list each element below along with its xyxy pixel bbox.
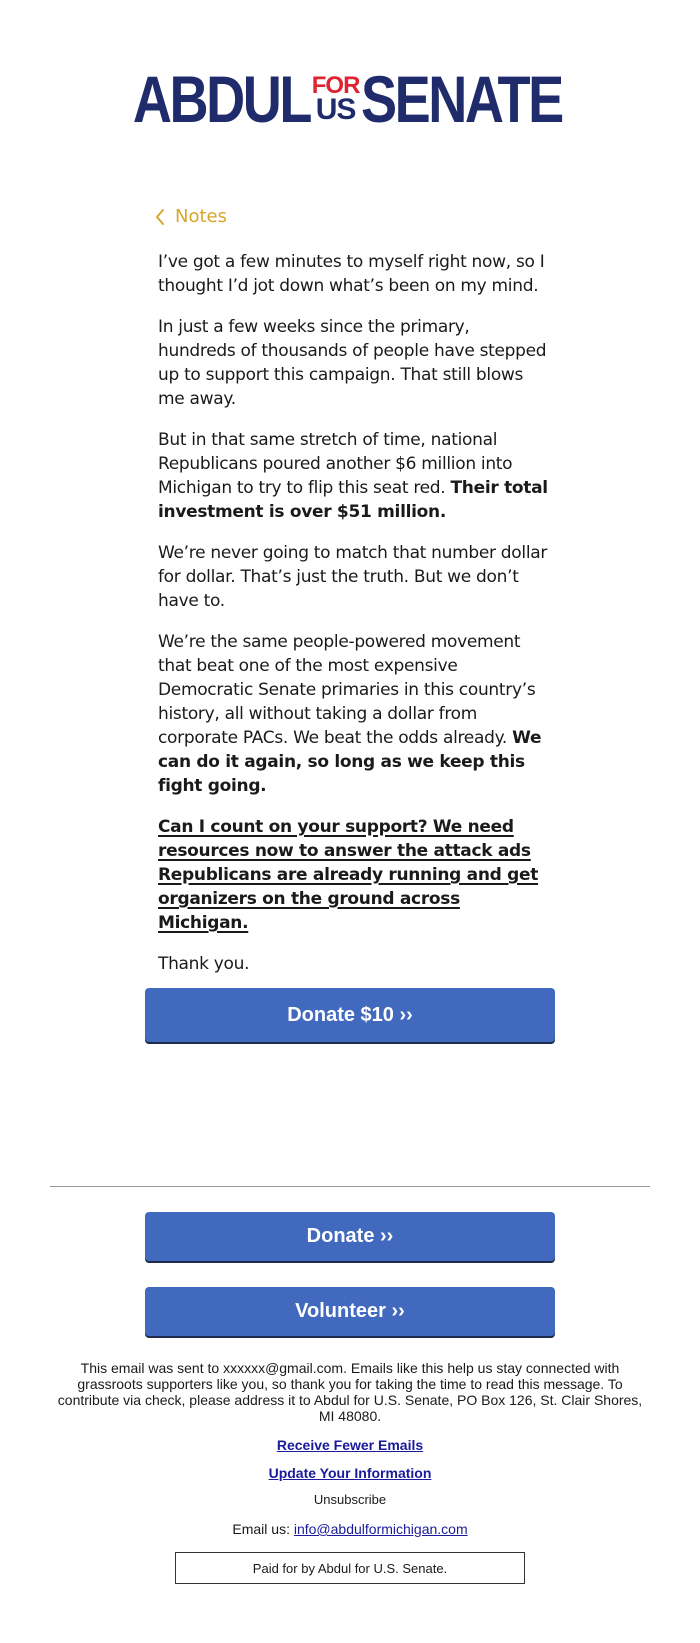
notes-label: Notes xyxy=(175,206,227,227)
logo-senate: SENATE xyxy=(361,62,563,136)
paid-for-disclaimer: Paid for by Abdul for U.S. Senate. xyxy=(175,1552,525,1584)
logo-for-us xyxy=(311,71,360,127)
update-information-link[interactable]: Update Your Information xyxy=(268,1465,432,1481)
footer-notice-prefix: This email was sent to xyxy=(80,1360,224,1376)
volunteer-button[interactable]: Volunteer ›› xyxy=(145,1287,555,1336)
paragraph-3-text: But in that same stretch of time, national Republicans poured another $6 million into Michigan to try to flip this seat red. xyxy=(158,430,513,498)
paragraph-2: In just a few weeks since the primary, hundreds of thousands of people have stepped up to support this campaign. That still blows me away. xyxy=(158,317,547,409)
paragraph-3 xyxy=(158,428,550,524)
divider xyxy=(50,1186,650,1187)
email-us-label: Email us: xyxy=(232,1521,294,1537)
logo-abdul: ABDUL xyxy=(132,62,310,136)
logo-us: US xyxy=(315,93,356,127)
footer-recipient-email: xxxxxx@gmail.com xyxy=(223,1360,344,1376)
campaign-logo xyxy=(0,64,700,134)
paragraph-5 xyxy=(158,630,550,798)
paragraph-6-cta-link[interactable]: Can I count on your support? We need resources now to answer the attack ads Republicans are already running and get organizers on the ground across Michigan. xyxy=(158,817,539,933)
letter-body xyxy=(158,250,550,1034)
notes-back-link[interactable] xyxy=(155,206,227,227)
footer-notice-suffix: . Emails like this help us stay connected with grassroots supporters like you, so thank you for taking the time to read this message. To contribute via check, please address it to Abdul for U.S. Senate, PO Box 126, St. Clair Shores, MI 48080. xyxy=(57,1360,643,1424)
footer-notice xyxy=(55,1360,645,1424)
paragraph-5-bold: We can do it again, so long as we keep this fight going. xyxy=(158,728,542,796)
email-us xyxy=(0,1521,700,1537)
paragraph-5-text: We’re the same people-powered movement that beat one of the most expensive Democratic Senate primaries in this country’s history, all without taking a dollar from corporate PACs. We beat the odds already. xyxy=(158,632,536,748)
logo-for: FOR xyxy=(311,71,360,99)
receive-fewer-emails-link[interactable]: Receive Fewer Emails xyxy=(276,1437,424,1453)
paragraph-3-bold: Their total investment is over $51 million. xyxy=(158,478,548,522)
chevron-left-icon xyxy=(155,208,165,226)
donate-button[interactable]: Donate ›› xyxy=(145,1212,555,1261)
unsubscribe-link[interactable]: Unsubscribe xyxy=(313,1492,387,1507)
paragraph-4: We’re never going to match that number dollar for dollar. That’s just the truth. But we don’t have to. xyxy=(158,543,548,611)
closing-thanks: Thank you. xyxy=(158,954,250,974)
email-us-link[interactable]: info@abdulformichigan.com xyxy=(293,1521,468,1537)
donate-10-button[interactable]: Donate $10 ›› xyxy=(145,988,555,1042)
paragraph-1: I’ve got a few minutes to myself right now, so I thought I’d jot down what’s been on my mind. xyxy=(158,252,545,296)
